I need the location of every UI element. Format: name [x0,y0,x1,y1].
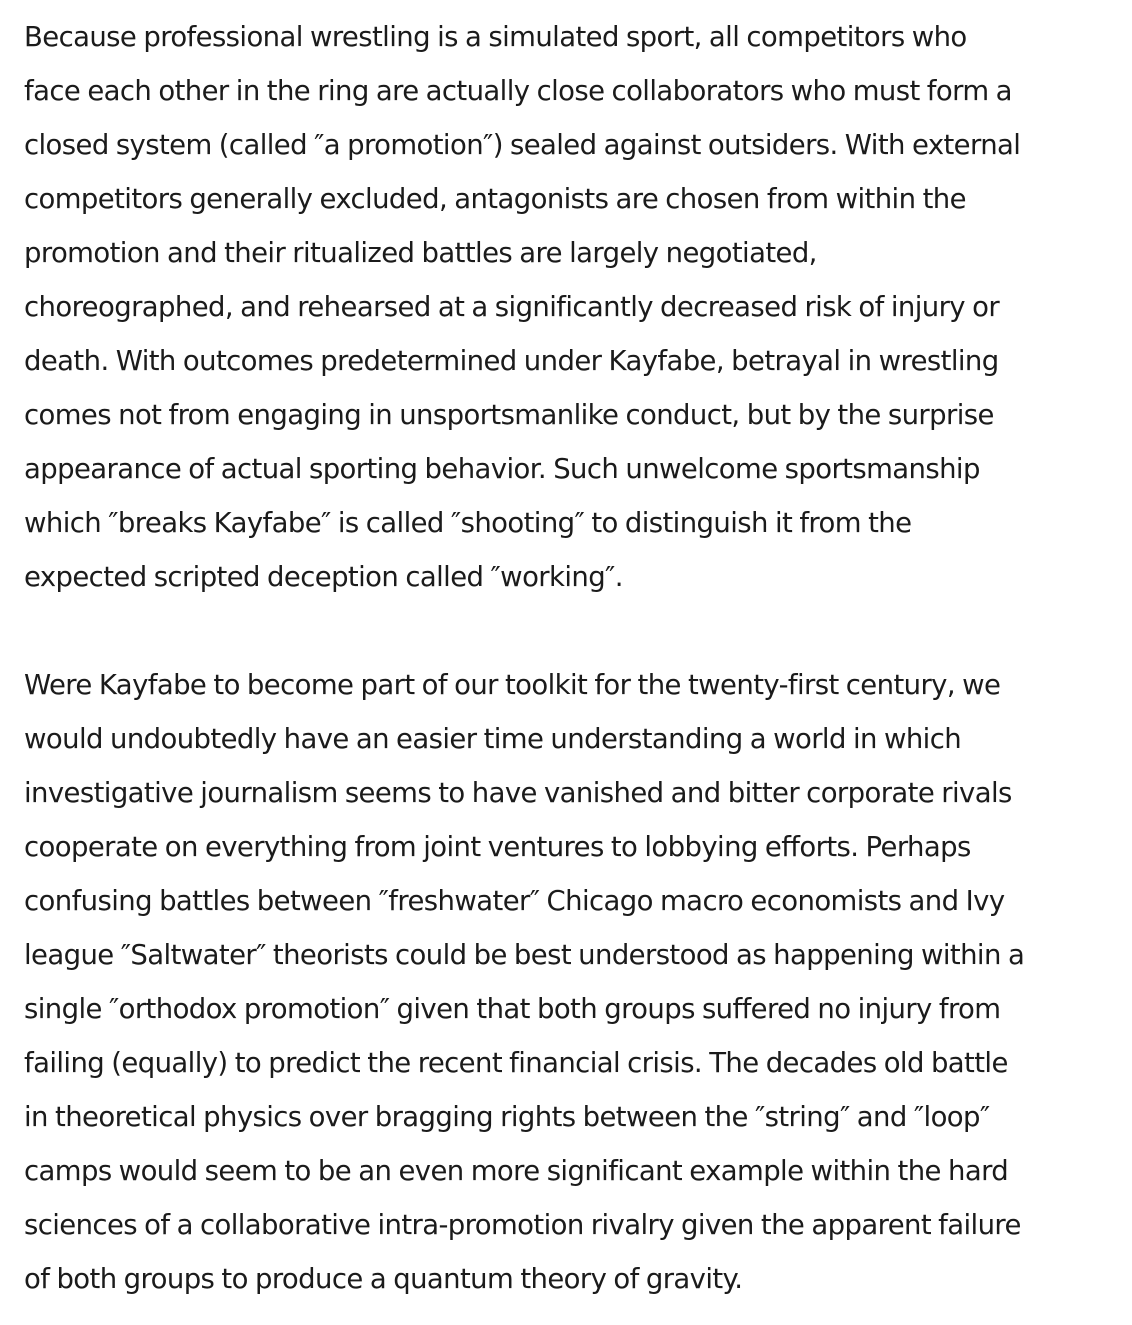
text-line: camps would seem to be an even more significant example within the hard [24,1155,1009,1187]
text-line: of both groups to produce a quantum theory of gravity. [24,1263,743,1295]
text-line: would undoubtedly have an easier time understanding a world in which [24,723,962,755]
text-line: cooperate on everything from joint ventures to lobbying efforts. Perhaps [24,831,971,863]
text-line: appearance of actual sporting behavior. Such unwelcome sportsmanship [24,453,980,485]
text-line: promotion and their ritualized battles are largely negotiated, [24,237,817,269]
text-line: Because professional wrestling is a simulated sport, all competitors who [24,21,967,53]
paragraph-2 [24,658,1124,1306]
text-line: expected scripted deception called ″working″. [24,561,623,593]
text-line: death. With outcomes predetermined under Kayfabe, betrayal in wrestling [24,345,999,377]
text-line: which ″breaks Kayfabe″ is called ″shooting″ to distinguish it from the [24,507,912,539]
paragraph-spacer [24,604,1124,658]
text-line: competitors generally excluded, antagonists are chosen from within the [24,183,966,215]
text-line: face each other in the ring are actually close collaborators who must form a [24,75,1012,107]
text-line: comes not from engaging in unsportsmanlike conduct, but by the surprise [24,399,994,431]
text-line: league ″Saltwater″ theorists could be best understood as happening within a [24,939,1025,971]
article-body [24,10,1124,1306]
text-line: sciences of a collaborative intra-promotion rivalry given the apparent failure [24,1209,1021,1241]
text-line: in theoretical physics over bragging rights between the ″string″ and ″loop″ [24,1101,990,1133]
paragraph-1 [24,10,1124,604]
text-line: confusing battles between ″freshwater″ Chicago macro economists and Ivy [24,885,1005,917]
text-line: closed system (called ″a promotion″) sealed against outsiders. With external [24,129,1021,161]
text-line: failing (equally) to predict the recent financial crisis. The decades old battle [24,1047,1008,1079]
text-line: single ″orthodox promotion″ given that both groups suffered no injury from [24,993,1001,1025]
text-line: investigative journalism seems to have vanished and bitter corporate rivals [24,777,1012,809]
text-line: choreographed, and rehearsed at a significantly decreased risk of injury or [24,291,1000,323]
text-line: Were Kayfabe to become part of our toolkit for the twenty-first century, we [24,669,1001,701]
